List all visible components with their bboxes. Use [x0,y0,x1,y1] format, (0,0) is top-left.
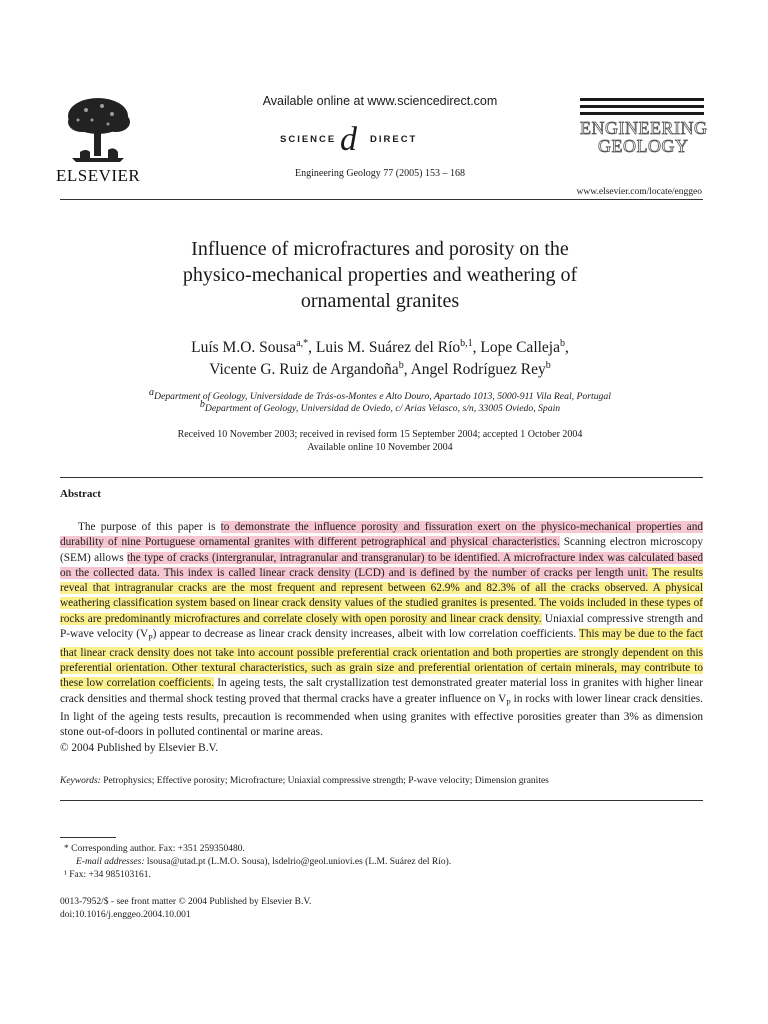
footnote-rule [60,837,116,838]
sd-logo-left: SCIENCE [280,134,337,145]
elsevier-logo [56,94,140,186]
title-line: physico-mechanical properties and weathering of [182,264,578,286]
journal-title-rule [580,98,704,101]
title-line: ornamental granites [300,290,460,312]
author-line: Luís M.O. Sousa$^{a,*}$, Luis M. Suárez del Río$^{b,1}$, Lope Calleja$^b$, [191,337,569,356]
author-affiliation-mark: b [560,337,565,349]
highlighted-text: The results reveal that intragranular cracks are the most frequent and represent between 62.9% and 82.3% of all the cracks observed. A physical weathering classification system based on linear crack density values of the studied granites is presented. The voids included in these types of rocks are predominantly microfractures and correlate closely with open porosity and linear crack density. [60,566,703,625]
sd-logo-right: DIRECT [370,134,418,145]
abstract-heading: Abstract [60,488,101,500]
email-text: lsousa@utad.pt (L.M.O. Sousa), lsdelrio@geol.uniovi.es (L.M. Suárez del Río). [146,857,452,867]
footnotes [60,843,703,882]
abstract-body [60,520,703,756]
affiliation-text: Department of Geology, Universidade de Trás-os-Montes e Alto Douro, Apartado 1013, 5000-911 Vila Real, Portugal [154,391,611,402]
journal-title-line1: ENGINEERING [580,118,708,138]
affiliations [80,386,680,415]
affiliation-mark: b [199,398,205,410]
sd-logo-mark: d [340,121,357,158]
author-affiliation-mark: b [545,359,551,371]
abstract-text-segment: The purpose of this paper is [78,521,221,533]
journal-title-rule [580,112,704,115]
corresponding-author-note: * Corresponding author. Fax: +351 259350480. [64,844,245,854]
affiliation-text: Department of Geology, Universidad de Oviedo, c/ Arias Velasco, s/n, 33005 Oviedo, Spain [204,403,561,414]
keywords [60,776,703,786]
title-line: Influence of microfractures and porosity on the [191,238,569,260]
abstract-text-segment: P [148,633,153,643]
email-note [60,856,703,869]
abstract-bottom-divider [60,800,703,801]
keywords-text: Petrophysics; Effective porosity; Microfracture; Uniaxial compressive strength; P-wave velocity; Dimension granites [103,776,549,786]
highlighted-text: This may be due to the fact that linear crack density does not take into account possible preferential crack orientation and both properties are strongly dependent on this preferential orientation. Other textural characteristics, such as grain size and preferential orientation of certain minerals, may contribute to these low correlation coefficients. [60,628,703,690]
abstract-text-segment: Scanning electron microscopy (SEM) allows [60,536,703,564]
front-matter-footer [60,896,703,922]
author-name: Angel Rodríguez Rey [410,361,546,378]
email-label: E-mail addresses: [76,857,145,867]
article-title [100,236,660,314]
author-name: Luis M. Suárez del Río [315,339,461,356]
journal-title-line2: GEOLOGY [598,136,689,156]
affiliation-mark: a [149,386,155,398]
abstract-copyright: © 2004 Published by Elsevier B.V. [60,741,219,754]
abstract-text-segment: P [506,697,511,707]
abstract-paragraph [60,520,703,741]
header-divider [60,199,703,200]
article-dates [80,428,680,454]
highlighted-text: to demonstrate the influence porosity and fissuration exert on the physico-mechanical properties and durability of nine Portuguese ornamental granites with different petrographical and physical characteristics. [60,521,703,549]
author-name: Vicente G. Ruiz de Argandoña [209,361,399,378]
available-online-text: Available online at www.sciencedirect.com [262,94,498,108]
affiliation [80,398,680,415]
abstract-text-segment: Uniaxial compressive strength and P-wave velocity (V [60,612,704,641]
author-line: Vicente G. Ruiz de Argandoña$^b$, Angel Rodríguez Rey$^b$ [209,359,551,378]
abstract-text-segment: In ageing tests, the salt crystallization test demonstrated greater material loss in granites with higher linear crack densities and thermal shock testing proved that thermal cracks have a greater influence on V [60,677,703,705]
abstract-text-segment: in rocks with lower linear crack densities. In light of the ageing tests results, precaution is recommended when using granites with effective porosities greater than 3% as dimension stone out-of-doors in polluted continental or marine areas. [60,692,704,739]
author-list [100,337,660,381]
journal-title-rule [580,105,704,108]
journal-url: www.elsevier.com/locate/enggeo [576,187,702,197]
highlighted-text: the type of cracks (intergranular, intragranular and transgranular) to be identified. A microfracture index was calculated based on the collected data. This index is called linear crack density (LCD) and is defined by the number of cracks per length unit. [60,551,703,579]
journal-title-logo [580,98,708,156]
author-name: Lope Calleja [480,339,560,356]
author-affiliation-mark: b [398,359,404,371]
author-affiliation-mark: a,* [296,337,309,349]
author-name: Luís M.O. Sousa [191,339,297,356]
issn-line: 0013-7952/$ - see front matter © 2004 Published by Elsevier B.V. [60,897,312,907]
journal-reference: Engineering Geology 77 (2005) 153 – 168 [295,168,465,179]
keywords-label: Keywords: [60,776,101,786]
received-dates: Received 10 November 2003; received in revised form 15 September 2004; accepted 1 October 2004 [177,429,583,440]
abstract-text-segment: ) appear to decrease as linear crack density increases, albeit with low correlation coefficients. [152,628,579,641]
doi-line: doi:10.1016/j.enggeo.2004.10.001 [60,910,191,920]
publisher-name: ELSEVIER [56,166,141,185]
author-affiliation-mark: b,1 [460,337,473,349]
affiliation [80,386,680,403]
available-online-date: Available online 10 November 2004 [307,442,453,453]
sciencedirect-logo-icon [270,121,490,158]
fax-note: ¹ Fax: +34 985103161. [64,870,151,880]
elsevier-tree-logo-icon [62,94,134,164]
abstract-top-divider [60,477,703,478]
